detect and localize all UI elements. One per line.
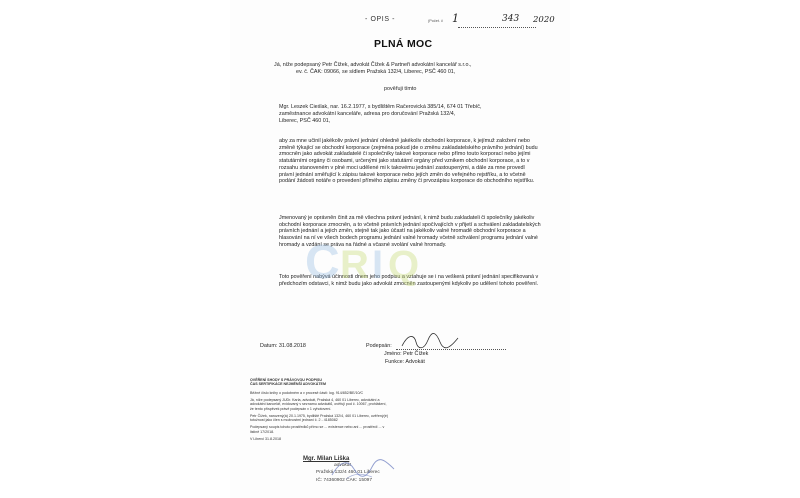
signature-label: Podepsán: <box>366 343 392 349</box>
ref-label: (Počet. č <box>428 19 443 23</box>
ref-number-2: 343 <box>502 14 520 24</box>
svg-text:Q: Q <box>388 243 420 287</box>
ref-underline <box>458 27 536 28</box>
signature-date: Datum: 31.08.2018 <box>260 343 306 349</box>
svg-text:C: C <box>305 236 340 289</box>
body-paragraph-1-text: aby za mne učinil jakékoliv právní jednání ohledně jakékoliv obchodní korporace, k jejímuž založení nebo změně týkající se obchodní korporace (zejména pokud jde o změnu zakladatelského právního jednání) budu zmocněn jako advokát zakladatelé či společníky takové korporace nebo přímo touto korporací nebo jejími statutárními orgány či osobami, určenými jako statutární orgány před vznikem obchodní korporace, a to v rozsahu stanoveném v plné moci udělené mi k takovému jednání zastoupenými, a dále za mne provedl právní jednání směřující k zápisu takové korporace nebo jejích změn do veřejného rejstříku, a to včetně podání žádosti notáře o provedení přímého zápisu změny či prvozápisu korporace do obchodního rejstříku. <box>279 138 538 185</box>
empowers-text: pověřuji tímto <box>384 86 417 92</box>
stamp-signature-scribble <box>328 455 398 483</box>
svg-text:R: R <box>340 243 369 287</box>
attorney-line-1: Mgr. Leszek Cieślak, nar. 16.2.1977, s bydlištěm Račerovická 385/14, 674 01 Třebíč, <box>279 104 482 110</box>
svg-text:I: I <box>372 243 384 287</box>
signer-function: Funkce: Advokát <box>385 359 425 365</box>
body-paragraph-1 <box>279 138 541 185</box>
body-paragraph-3 <box>279 274 541 287</box>
verification-heading-line-2: ČAS SERTIFIKÁCE NEJMĚNŠÍ ADVOKÁTEM <box>250 382 326 387</box>
verification-paragraph-4: Podepsaný soupis tohoto prostředků přímo se ... existence nebo ani ... prostředí ... v listině 17/2018. <box>250 425 385 434</box>
body-paragraph-2-text: Jmenovaný je oprávněn činit za mě všechna právní jednání, k nimž budu zakladateli či společníky jakékoliv obchodní korporace zmocněn, a to včetně právních jednání spočívajících v přijetí a schválení zakladatelských právních jednání a jejich změn, stejně tak jako účastí na jakékoliv valné hromadě obchodní korporace a hlasování na ní ve všech bodech programu jednání valné hromady včetně schválení programu jednání valné hromady a vzdání se práva na řádné a včasné svolání valné hromady. <box>279 215 541 248</box>
verification-text <box>250 391 390 444</box>
grantor-line-2: ev. č. ČAK: 09066, se sídlem Pražská 132/4, Liberec, PSČ 460 01, <box>296 69 456 75</box>
attorney-line-3: Liberec, PSČ 460 01, <box>279 118 331 124</box>
stamp-name: Mgr. Milan Liška <box>303 456 350 462</box>
verification-paragraph-5: V Liberci 31.8.2018 <box>250 436 281 441</box>
verification-paragraph-1: Běžné číslo knihy o podobném a v procesě části: log. 914/852/BE/10/C <box>250 391 364 395</box>
ref-year: 2020 <box>533 15 555 25</box>
body-paragraph-3-text: Toto pověření nabývá účinnosti dnem jeho podpisu a vztahuje se i na veškerá právní jednání specifikovaná v předchozím odstavci, k nimž budu jako advokát zmocněn zastoupenými kdykoliv po udělení tohoto pověření. <box>279 274 539 287</box>
attorney-line-2: zaměstnance advokátní kanceláře, adresa pro doručování Pražská 132/4, <box>279 111 456 117</box>
stamp-address: Pražská 132/4 460 01 Liberec <box>316 470 380 475</box>
opis-label: - OPIS - <box>365 16 396 23</box>
grantor-line-1: Já, níže podepsaný Petr Čížek, advokát Čížek & Partneři advokátní kancelář s.r.o., <box>274 62 472 68</box>
stamp-title: advokát <box>334 463 351 468</box>
ref-number-1: 1 <box>452 12 459 25</box>
signature-scribble <box>400 330 460 352</box>
body-paragraph-2 <box>279 215 541 249</box>
verification-paragraph-2: Já, níže podepsaný JUDr. Karla, advokát, Pražská 4, 460 01 Liberec, advokátní a advokátní kancelář, evidovaný v seznamu advokátů, ověřuji pod č. 10067, prohlášení, že tento příspěvek právě podepsán v 1 vyhotovení. <box>250 398 387 411</box>
signer-name: Jméno: Petr Čížek <box>384 351 429 357</box>
verification-heading-line-1: OVĚŘENÍ SHODY S PRÁVOVOU PODPISU <box>250 378 323 382</box>
document-title: PLNÁ MOC <box>374 38 433 50</box>
verification-heading <box>250 378 370 387</box>
stamp-ic: IČ: 74360902 ČAK: 15097 <box>316 478 373 483</box>
verification-paragraph-3: Petr Čížek, narozený(á) 20.1.1975, bydliště Pražská 132/4, 460 01 Liberec, ověřený(é) totožnost jako člen s možnostmi jednaní č. 2 - 4185082 <box>250 413 389 423</box>
